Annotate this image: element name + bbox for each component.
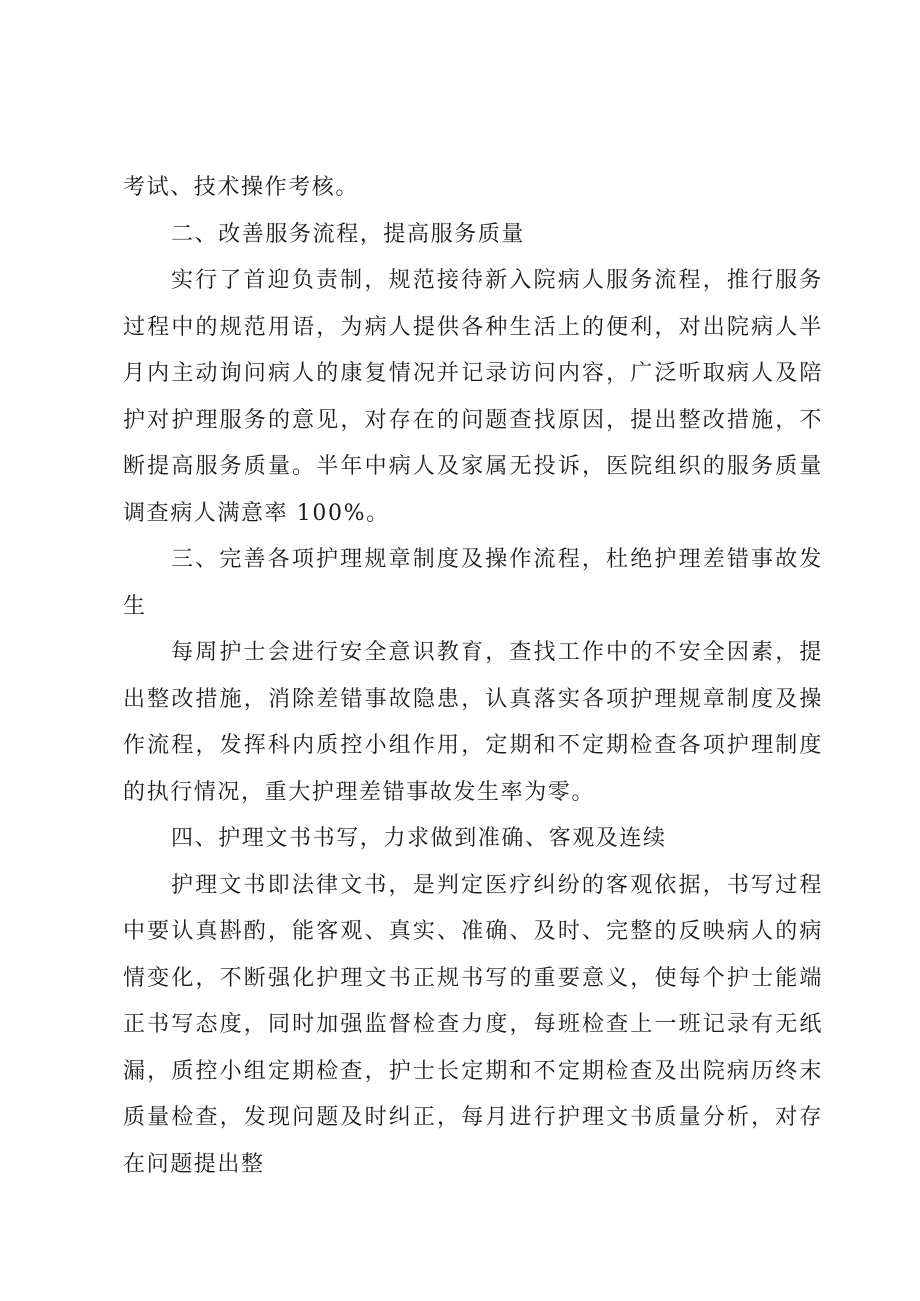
paragraph-nursing-rules: 每周护士会进行安全意识教育，查找工作中的不安全因素，提出整改措施，消除差错事故隐患，认真落实各项护理规章制度及操作流程，发挥科内质控小组作用，定期和不定期检查各项护理制度的执行情况，重大护理差错事故发生率为零。: [123, 640, 823, 805]
document-body: [123, 165, 823, 1188]
paragraph-service-process: 实行了首迎负责制，规范接待新入院病人服务流程，推行服务过程中的规范用语，为病人提供各种生活上的便利，对出院病人半月内主动询问病人的康复情况并记录访问内容，广泛听取病人及陪护对护理服务的意见，对存在的问题查找原因，提出整改措施，不断提高服务质量。半年中病人及家属无投诉，医院组织的服务质量调查病人满意率 100%。: [123, 268, 823, 526]
paragraph-exam-continuation: 考试、技术操作考核。: [123, 175, 360, 200]
paragraph-nursing-documents: 护理文书即法律文书，是判定医疗纠纷的客观依据，书写过程中要认真斟酌，能客观、真实、准确、及时、完整的反映病人的病情变化，不断强化护理文书正规书写的重要意义，使每个护士能端正书写态度，同时加强监督检查力度，每班检查上一班记录有无纸漏，质控小组定期检查，护士长定期和不定期检查及出院病历终末质量检查，发现问题及时纠正，每月进行护理文书质量分析，对存在问题提出整: [123, 872, 823, 1177]
heading-nursing-rules: 三、完善各项护理规章制度及操作流程，杜绝护理差错事故发生: [123, 547, 823, 619]
heading-service-process: 二、改善服务流程，提高服务质量: [171, 221, 526, 247]
heading-nursing-documents: 四、护理文书书写，力求做到准确、客观及连续: [171, 826, 667, 851]
